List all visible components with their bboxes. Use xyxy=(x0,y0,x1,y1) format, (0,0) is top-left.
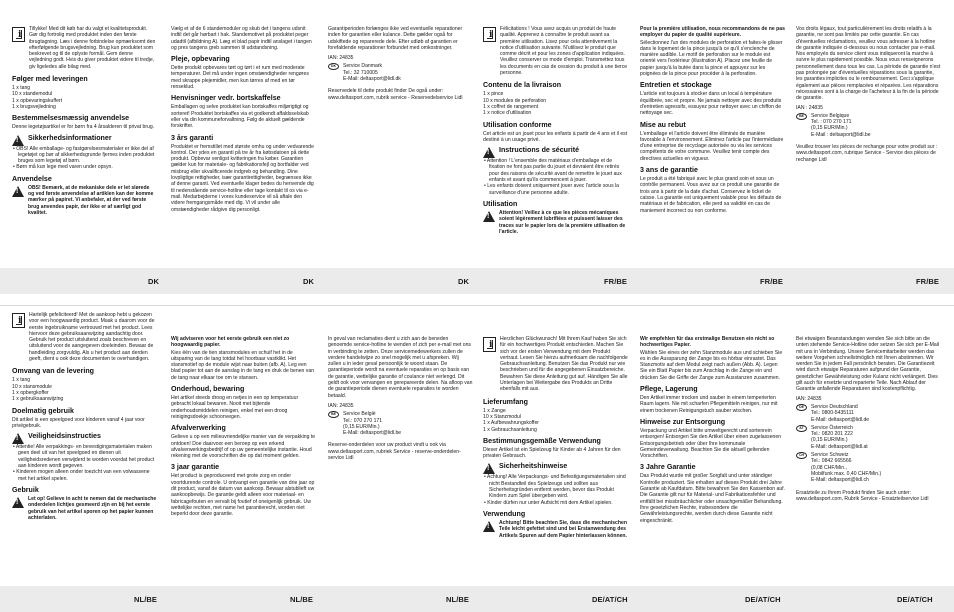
nl-care-heading: Onderhoud, bewaring xyxy=(171,385,245,394)
de-app-heading: Verwendung xyxy=(483,509,526,518)
nl-care-text: Het artikel steeds droog en netjes in een op temperatuur gebracht lokaal bewaren. Nooit met bijtende onderhoudsmiddelen reinigen, enkel met een droog reinigingsdoekje schoonvegen. xyxy=(171,395,299,420)
dk-scope-heading: Følger med leveringen xyxy=(12,75,88,84)
de-warranty-heading: 3 Jahre Garantie xyxy=(640,463,696,472)
dk-spareparts-text: Reservedele til dette produkt finder De også under: www.deltasport.com, rubrik service - Reservedelservice Lidl xyxy=(328,88,463,101)
info-book-icon: i xyxy=(12,313,25,328)
fr-column-2 xyxy=(640,26,785,215)
dk-intro-text: Tillykke! Med dit køb har du valgt et kvalitetsprodukt. Gør dig fortrolig med produktet inden den første ibrugtagning. Læs i denne forbindelse opmærksomt den efterfølgende brugsvejledning. Brug kun produktet som beskrevet og til de oplyste formål. Gem denne vejledning godt. Hvis du giver produktet videre til tredje, giv ligeledes alle bilag med. xyxy=(29,26,156,70)
list-item: 1 x Aufbewahrungskoffer xyxy=(483,420,539,427)
service-email: E-Mail: deltasport@lidl.at xyxy=(811,443,868,450)
list-item: 1 x opbergkoffer xyxy=(12,389,49,396)
dk-column-1 xyxy=(12,26,157,217)
fr-safety-heading-row xyxy=(483,146,628,158)
dk-usage-text: Vælg et af de 6 standemoduler og skub det i tangens udsnit indtil det går hørbart i hak. Standemotivet på produktet peger udadtil (afbildning A). Læg et blad papir indtil anslaget i tangen og pres tangens greb sammen til udstandsning. xyxy=(171,26,312,51)
fr-warranty-text: Le produit a été fabriqué avec le plus grand soin et sous un contrôle permanent. Vous avez sur ce produit une garantie de trois ans à partir de la date d'achat. Conservez le ticket de caisse. La garantie est uniquement valable pour les défauts de matériaux et de fabrication, elle perd sa validité en cas de maniement incorrect ou non conforme. xyxy=(640,176,782,214)
fr-ian: IAN : 24835 xyxy=(796,104,823,111)
list-item: • OBS! Alle emballage- og fastgørelsesmaterialer er ikke del af legetøjet og bør af sikkerhedsgrunde fjernes inden produktet bruges som legetøj af børn. xyxy=(12,146,157,165)
fr-disposal-text: L'emballage et l'article doivent être éliminés de manière favorable à l'environnement. Éliminez l'article par l'intermédiaire d'une entreprise de recyclage autorisée ou via les services compétents de votre commune. Veuillez tenir compte des directives actuelles en vigueur. xyxy=(640,130,784,162)
fr-content-list xyxy=(483,91,628,116)
warning-icon xyxy=(483,211,495,222)
list-item: 1 x pince xyxy=(483,91,504,98)
footer-lang-label: FR/BE xyxy=(760,277,783,286)
nl-warranty-cont-text: In geval van reclamaties dient u zich aan de beneden genoemde service-hotline te wenden of zich per e-mail met ons in verbinding te zetten. Onze servicemedewerkers zullen de verdere handelwijze zo snel mogelijk met u afspreken. Wij zullen u in ieder geval persoonlijk te woord staan. De garantieperiode wordt na eventuele reparaties en op basis van de garantie, wettelijke garantie of coulance niet verlengd. Dit geldt ook voor vervangen en gerepareerde delen. Na afloop van de garantieperiode dienen eventuele reparaties te worden betaald. xyxy=(328,336,473,399)
de-usage-text: Wählen Sie eines der zehn Stanzmodule aus und schieben Sie es in die Aussparung der Zange bis es hörbar einrastet. Das Stanzmotiv auf dem Modul zeigt nach außen (Abb. A). Legen Sie ein Blatt Papier bis zum Anschlag in die Zange ein und drücken Sie die Griffe der Zange zum Ausstanzen zusammen. xyxy=(640,349,783,381)
nl-use-heading: Doelmatig gebruik xyxy=(12,406,74,415)
nl-usage-text: Kies één van de tien stansmodules en schuif het in de uitsparing van de tang totdat het hoorbaar vastklikt. Het stansmotief op de module wijst naar buiten (afb. A). Leg een blad papier tot aan de aanslag in de tang en druk de benen van de tang naar elkaar toe om te stansen. xyxy=(171,349,315,381)
nl-intro xyxy=(12,312,157,363)
list-item: 1 x notice d'utilisation xyxy=(483,110,532,117)
footer-lang-label: NL/BE xyxy=(446,595,469,604)
page-de xyxy=(477,306,954,612)
list-item: 1 x tang xyxy=(12,85,31,92)
service-email: E-Mail: deltasport@lidl.be xyxy=(343,430,402,437)
footer-lang-label: NL/BE xyxy=(290,595,313,604)
service-email: E-Mail : deltasport@lidl.be xyxy=(811,131,871,138)
nl-scope-heading: Omvang van de levering xyxy=(12,367,95,376)
service-phone: Tel.: 32 710005 xyxy=(343,69,378,76)
list-item: 1 x tang xyxy=(12,377,31,384)
fr-safety-heading: Instructions de sécurité xyxy=(499,146,580,155)
warning-icon xyxy=(12,433,24,444)
country-be-icon: BE xyxy=(328,411,339,418)
list-item: 10 x Stanzmodul xyxy=(483,413,521,420)
nl-column-1 xyxy=(12,312,157,522)
service-email: E-Mail: deltasport@lidl.de xyxy=(811,416,870,423)
footer-lang-label: DE/AT/CH xyxy=(897,595,933,604)
warning-icon xyxy=(483,521,495,532)
fr-usage-text: Sélectionnez l'un des modules de perforation et faites-le glisser dans le logement de la pince jusqu'à ce qu'il s'enclenche de manière audible. Le motif de perforation sur le module est orienté vers l'extérieur (illustration A). Placez une feuille de papier jusqu'à la butée dans la pince et appuyez sur les poignées de la pince pour procéder à la perforation. xyxy=(640,39,783,78)
de-paper-note: Wir empfehlen für das erstmalige Benutzen ein nicht so hochwertiges Papier. xyxy=(640,336,775,349)
footer-lang-label: NL/BE xyxy=(134,595,157,604)
dk-use-text: Denne legetøjsartikel er for børn fra 4 årsalderen til privat brug. xyxy=(12,124,155,131)
service-email: E-Mail: deltasport@lidl.dk xyxy=(343,76,401,83)
service-name: Service Belgique xyxy=(811,112,850,119)
de-column-2 xyxy=(640,336,785,525)
fr-app-heading: Utilisation xyxy=(483,199,518,208)
country-ch-icon: CH xyxy=(796,452,807,459)
de-scope-list xyxy=(483,408,628,433)
nl-app-warning xyxy=(12,496,157,522)
service-name: Service België xyxy=(343,411,376,418)
list-item: 10 x standemodul xyxy=(12,91,53,98)
dk-care-text: Dette produkt opbevares tørt og tørt i et rum med moderate temperaturer. Det må under ingen omstændigheder rengøres med skrappe plejemidler, men kun tørres af med en tør renseklud. xyxy=(171,65,309,91)
de-ian: IAN: 24835 xyxy=(796,395,822,402)
country-de-icon: DE xyxy=(796,404,807,411)
de-use-text: Dieser Artikel ist ein Spielzeug für Kinder ab 4 Jahren für den privaten Gebrauch. xyxy=(483,446,621,460)
dk-scope-list xyxy=(12,85,157,110)
footer-lang-label: DK xyxy=(148,277,160,286)
list-item: • Kinderen mogen alleen onder toezicht van een volwassene met het artikel spelen. xyxy=(12,469,157,482)
nl-disposal-heading: Afvalverwerking xyxy=(171,424,226,433)
country-be-icon: BE xyxy=(796,113,807,120)
service-name: Service Österreich xyxy=(811,424,853,431)
fr-content-heading: Contenu de la livraison xyxy=(483,81,562,90)
list-item: • Attention ! L'ensemble des matériaux d'emballage et de fixation ne font pas partie du jouet et devraient être retirés pour des raisons de sécurité avant de remettre le jouet aux enfants et avant qu'ils commencent à jouer. xyxy=(483,158,628,183)
fr-disposal-heading: Mise au rebut xyxy=(640,120,686,129)
list-item: • Les enfants doivent uniquement jouer avec l'article sous la surveillance d'une personne adulte. xyxy=(483,183,628,196)
dk-column-3 xyxy=(328,26,473,102)
fr-column-3 xyxy=(796,26,941,164)
fr-care-heading: Entretien et stockage xyxy=(640,81,712,90)
footer-lang-label: DK xyxy=(303,277,315,286)
dk-safety-heading: Sikkerhedsinformationer xyxy=(28,133,112,142)
de-scope-heading: Lieferumfang xyxy=(483,397,528,406)
list-item: 1 x coffret de rangement xyxy=(483,103,539,110)
list-item: 10 x stansmodule xyxy=(12,383,52,390)
nl-ian: IAN: 24835 xyxy=(328,402,354,409)
dk-warranty-cont-text: Garantiperioden forlænges ikke ved eventuelle reparationer inden for garantien eller kulance. Dette gælder også for udskiftede og reparerede dele. Efter udløb af garantien er forefaldende reparationer forbundet med omkostninger. xyxy=(328,26,463,51)
warning-icon xyxy=(12,186,24,197)
de-column-1 xyxy=(483,336,628,540)
list-item: 1 x gebruiksaanwijzing xyxy=(12,396,64,403)
page-fr xyxy=(477,0,954,306)
dk-app-warning xyxy=(12,185,157,217)
service-phone: Tel. : 070 270 171 xyxy=(811,119,852,126)
de-intro xyxy=(483,336,628,394)
service-phone: Tel.: 0800-5435111 xyxy=(811,410,854,417)
page-nl xyxy=(0,306,477,612)
list-item: 1 x brugsvejledning xyxy=(12,103,56,110)
fr-spareparts-text: Veuillez trouver les pièces de rechange pour votre produit sur : www.deltasport.com, rubrique Service - Service des pièces de rechange Lidl xyxy=(796,144,938,163)
country-dk-icon: DK xyxy=(328,63,339,70)
de-service-de-block xyxy=(796,404,941,423)
service-email: E-Mail: deltasport@lidl.ch xyxy=(811,477,869,484)
de-safety-heading: Sicherheitshinweise xyxy=(499,462,568,471)
de-intro-text: Herzlichen Glückwunsch! Mit Ihrem Kauf haben Sie sich für ein hochwertiges Produkt entschieden. Machen Sie sich vor der ersten Verwendung mit dem Produkt vertraut. Lesen Sie hierzu aufmerksam die nachfolgende Gebrauchsanleitung. Benutzen Sie das Produkt nur wie beschrieben und für die angegebenen Einsatzbereiche. Bewahren Sie diese Anleitung gut auf. Händigen Sie alle Unterlagen bei Weitergabe des Produkts an Dritte ebenfalls mit aus. xyxy=(500,336,628,393)
dk-warranty-heading: 3 års garanti xyxy=(171,133,214,142)
fr-column-1 xyxy=(483,26,628,236)
service-rate: (0,15 EUR/Min.) xyxy=(811,125,848,132)
nl-spareparts-text: Reserve-onderdelen voor uw product vindt u ook via www.deltasport.com, rubriek Service - reserve-onderdelen-service Lidl xyxy=(328,442,461,462)
nl-paper-note: Wij adviseren voor het eerste gebruik een niet zo hoogwaardig papier. xyxy=(171,336,290,349)
page-dk xyxy=(0,0,477,306)
fr-intro-text: Félicitations ! Vous avez acquis un produit de haute qualité. Apprenez à connaître le produit avant sa première utilisation. Lisez pour cela attentivement la notice d'utilisation suivante. N'utilisez le produit que comme décrit et pour les zones d'application indiquées. Veuillez conserver ce mode d'emploi. Transmettez tous les documents en cas de cession du produit à une tierce personne. xyxy=(500,26,628,77)
fr-warranty-cont-text: Vos droits légaux, tout particulièrement les droits relatifs à la garantie, ne sont pas limités par cette garantie. En cas d'éventuelles réclamations, veuillez vous adresser à la hotline de garantie indiquée ci-dessous ou nous contacter par e-mail. Nos employés du service client vous indiqueront la marche à suivre le plus rapidement possible. Nous vous renseignerons personnellement dans tous les cas. La période de garantie n'est pas prolongée par d'éventuelles réparations sous la garantie, les garanties implicites ou le remboursement. Ceci s'applique également aux pièces remplacées et réparées. Les réparations nécessaires sont à la charge de l'acheteur à la fin de la période de garantie. xyxy=(796,26,941,102)
service-phone: Tel.: 070 270 171 xyxy=(343,417,383,424)
dk-warranty-text: Produktet er fremstillet med største omhu og under vedvarende kontrol. Der ydes en garanti på tre år fra købsdatoen på dette produkt. Opbevar venligst kvitteringen fra køber. Garantien gælder kun for materiale- og fabrikationsfejl og bortfalder ved misbrug eller ukvalificerede indgreb og behandling. Dine lovpligtige rettigheder, især garantirettigheder, begrænses ikke af denne garanti. Ved eventuelle klager bedes du henvende dig til nedenstående service-hotline eller tage kontakt til os via e-mail. Medarbejderne i vores kundeservice vil så aftale den videre fremgangsmåde med dig. Vi vil under alle omstændigheder rådgive dig personligt. xyxy=(171,143,314,213)
de-service-at-block xyxy=(796,425,941,450)
de-app-text: Achtung! Bitte beachten Sie, dass die mechanischen Teile leicht gefettet sind und bei Erstanwendung des Artikels Spuren auf dem Papier hinterlassen können. xyxy=(499,519,627,539)
dk-disposal-heading: Henvisninger vedr. bortskaffelse xyxy=(171,94,281,103)
list-item: • Attentie! Alle verpakkings- en bevestigingsmaterialen maken geen deel uit van het speelgoed en dienen uit veiligheidsredenen verwijderd te worden voordat het product aan kinderen wordt gegeven. xyxy=(12,444,157,469)
country-at-icon: AT xyxy=(796,425,807,432)
list-item: 1 x Zange xyxy=(483,407,506,414)
fr-use-heading: Utilisation conforme xyxy=(483,120,552,129)
footer-lang-label: FR/BE xyxy=(916,277,939,286)
list-item: 1 x Gebrauchsanleitung xyxy=(483,426,537,433)
info-book-icon: i xyxy=(483,337,496,352)
de-warranty-cont-text: Bei etwaigen Beanstandungen wenden Sie sich bitte an die unten stehende Service-Hotline oder setzen Sie sich per E-Mail mit uns in Verbindung. Unsere Servicemitarbeiter werden das weitere Vorgehen schnellstmöglich mit Ihnen abstimmen. Wir werden Sie in jedem Fall persönlich beraten. Die Garantiezeit wird durch etwaige Reparaturen aufgrund der Garantie, gesetzlicher Gewährleistung oder Kulanz nicht verlängert. Dies gilt auch für ersetzte und reparierte Teile. Nach Ablauf der Garantie anfallende Reparaturen sind kostenpflichtig. xyxy=(796,336,939,393)
list-item: • Kinder dürfen nur unter Aufsicht mit dem Artikel spielen. xyxy=(483,500,628,506)
nl-use-text: Dit artikel is een speelgoed voor kinderen vanaf 4 jaar voor privégebruik. xyxy=(12,416,145,429)
bottom-sheet xyxy=(0,306,954,612)
fr-use-text: Cet article est un jouet pour les enfants à partir de 4 ans et il est destiné à un usage privé. xyxy=(483,130,628,143)
fr-care-text: L'article est toujours à stocker dans un local à température équilibrée, sec et propre. Ne jamais nettoyer avec des produits d'entretien agressifs, essuyez pour nettoyer avec un chiffon de nettoyage sec. xyxy=(640,91,782,117)
de-app-warning xyxy=(483,520,628,540)
footer-lang-label: DE/AT/CH xyxy=(592,595,628,604)
service-rate-mobile: Mobilfunk max. 0,40 CHF/Min.) xyxy=(811,470,882,477)
info-book-icon: i xyxy=(483,27,496,42)
nl-app-heading: Gebruik xyxy=(12,485,39,494)
dk-intro xyxy=(12,26,157,71)
fr-paper-note: Pour la première utilisation, nous recommandons de ne pas employer du papier de qualité supérieure. xyxy=(640,26,785,39)
dk-safety-heading-row xyxy=(12,134,157,146)
service-phone: Tel.: 0842 665566 xyxy=(811,458,852,465)
service-name: Service Deutschland xyxy=(811,403,858,410)
footer-lang-label: DK xyxy=(458,277,470,286)
warning-icon xyxy=(483,147,495,158)
footer-lang-label: DE/AT/CH xyxy=(745,595,781,604)
dk-service-block xyxy=(328,63,473,82)
service-name: Service Danmark xyxy=(343,63,383,70)
warning-icon xyxy=(12,135,24,146)
list-item: • Achtung! Alle Verpackungs- und Befestigungsmaterialien sind nicht Bestandteil des Spielzeugs und sollten aus Sicherheitsgründen entfernt werden, bevor das Produkt Kindern zum Spiel übergeben wird. xyxy=(483,474,628,499)
de-disposal-heading: Hinweise zur Entsorgung xyxy=(640,417,726,426)
de-safety-heading-row xyxy=(483,462,628,474)
dk-app-text: OBS! Bemærk, at de mekaniske dele er let slørede og ved første anvendelse af artiklen kan der komme mærker på papiret. Vi anbefaler, at der ved første brug anvendes papir, der ikke er af særligt god kvalitet. xyxy=(28,184,154,216)
dk-column-2 xyxy=(171,26,316,214)
service-rate: (0,15 EUR/Min.) xyxy=(811,437,848,444)
de-disposal-text: Verpackung und Artikel bitte umweltgerecht und sortenrein entsorgen! Entsorgen Sie den Artikel über einen zugelassenen Entsorgungsbetrieb oder über Ihre kommunale Gemeindeverwaltung. Beachten Sie die aktuell geltenden Vorschriften. xyxy=(640,427,782,460)
dk-app-heading: Anvendelse xyxy=(12,174,52,183)
info-book-icon: i xyxy=(12,27,25,42)
nl-warranty-text: Het product is geproduceerd met grote zorg en onder voortdurende controle. U ontvangt een garantie van drie jaar op dit product, vanaf de datum van aankoop. Bewaar alstublieft uw aankoopbewijs. De garantie geldt alleen voor materiaal- en fabricagefouten en vervalt bij foutief of oneigenlijk gebruik. Uw wettelijke rechten, met name het garantierecht, worden niet beperkt door deze garantie. xyxy=(171,473,315,518)
dk-use-heading: Bestemmelsesmæssig anvendelse xyxy=(12,114,130,123)
nl-service-block xyxy=(328,411,473,436)
fr-app-text: Attention! Veillez à ce que les pièces mécaniques soient légèrement lubrifiées et puissent laisser des traces sur le papier lors de la première utilisation de l'article. xyxy=(499,209,626,235)
service-rate: (0,15 EUR/Min.) xyxy=(343,423,380,430)
warning-icon xyxy=(483,463,495,474)
de-care-heading: Pflege, Lagerung xyxy=(640,385,698,394)
service-rate: (0,08 CHF/Min., xyxy=(811,464,847,471)
dk-care-heading: Pleje, opbevaring xyxy=(171,55,230,64)
nl-safety-heading: Veiligheidsinstructies xyxy=(28,432,101,441)
nl-intro-text: Hartelijk gefeliciteerd! Met de aankoop hebt u gekozen voor een hoogwaardig product. Maak u daarom voor de eerste ingebruikname vertrouwd met het product. Lees hiervoor deze gebruiksaanwijzing aandachtig door. Gebruik het product uitsluitend zoals beschreven en uitsluitend voor de aangegeven doeleinden. Bewaar de handleiding zorgvuldig. Als u het product aan derden geeft, dient u ook deze documenten te overhandigen. xyxy=(29,312,155,363)
service-name: Service Schweiz xyxy=(811,452,849,459)
nl-column-3 xyxy=(328,336,473,462)
list-item: 1 x opbevaringskuffert xyxy=(12,97,63,104)
warning-icon xyxy=(12,497,24,508)
fr-intro xyxy=(483,26,628,77)
de-service-ch-block xyxy=(796,452,941,483)
dk-ian: IAN: 24835 xyxy=(328,55,354,62)
de-use-heading: Bestimmungsgemäße Verwendung xyxy=(483,436,601,445)
footer-bar xyxy=(0,268,954,294)
footer-lang-label: FR/BE xyxy=(604,277,627,286)
fr-service-block xyxy=(796,113,941,138)
nl-column-2 xyxy=(171,336,316,519)
dk-disposal-text: Emballagen og selve produktet kan bortskaffes miljørigtigt og sorteret! Produktet bortskaffes via et godkendt affaldsselskab eller via din kommuneforvaltning. Følg de aktuelt gældende forskrifter. xyxy=(171,104,309,130)
nl-app-text: Let op! Gelieve in acht te nemen dat de mechanische onderdelen lichtjes gesmeerd zijn en bij het eerste gebruik van het artikel sporen op het papier kunnen achterlaten. xyxy=(28,495,157,521)
nl-disposal-text: Gelieve u op een milieuvriendelijke manier van de verpakking te ontdoen! Doe daarvoor een beroep op een erkend afvalverwerkingsbedrijf of op uw gemeentelijke instantie. Houd rekening met de voorschriften die op dat moment gelden. xyxy=(171,434,316,460)
de-column-3 xyxy=(796,336,941,503)
list-item: • Børn må kun lege med varen under opsyn. xyxy=(12,164,157,170)
service-phone: Tel.: 0820 201 222 xyxy=(811,431,853,438)
fr-app-warning xyxy=(483,210,628,236)
nl-safety-heading-row xyxy=(12,432,157,444)
fr-warranty-heading: 3 ans de garantie xyxy=(640,166,698,175)
de-spareparts-text: Ersatzteile zu Ihrem Produkt finden Sie auch unter: www.deltasport.com, Rubrik Service - Ersatzteilservice Lidl xyxy=(796,489,929,502)
de-care-text: Den Artikel immer trocken und sauber in einem temperierten Raum lagern. Nie mit scharfen Pflegemitteln reinigen, nur mit einem trockenen Reinigungstuch sauber wischen. xyxy=(640,395,778,414)
nl-warranty-heading: 3 jaar garantie xyxy=(171,463,220,472)
de-warranty-text: Das Produkt wurde mit großer Sorgfalt und unter ständiger Kontrolle produziert. Sie erhalten auf dieses Produkt drei Jahre Garantie ab Kaufdatum. Bitte bewahren Sie den Kassenbon auf. Die Garantie gilt nur für Material- und Fabrikationsfehler und entfällt bei missbräuchlicher oder unsachgemäßer Behandlung. Ihre gesetzlichen Rechte, insbesondere die Gewährleistungsrechte, werden durch diese Garantie nicht eingeschränkt. xyxy=(640,473,785,524)
list-item: 10 x modules de perforation xyxy=(483,97,547,104)
nl-scope-list xyxy=(12,377,157,402)
